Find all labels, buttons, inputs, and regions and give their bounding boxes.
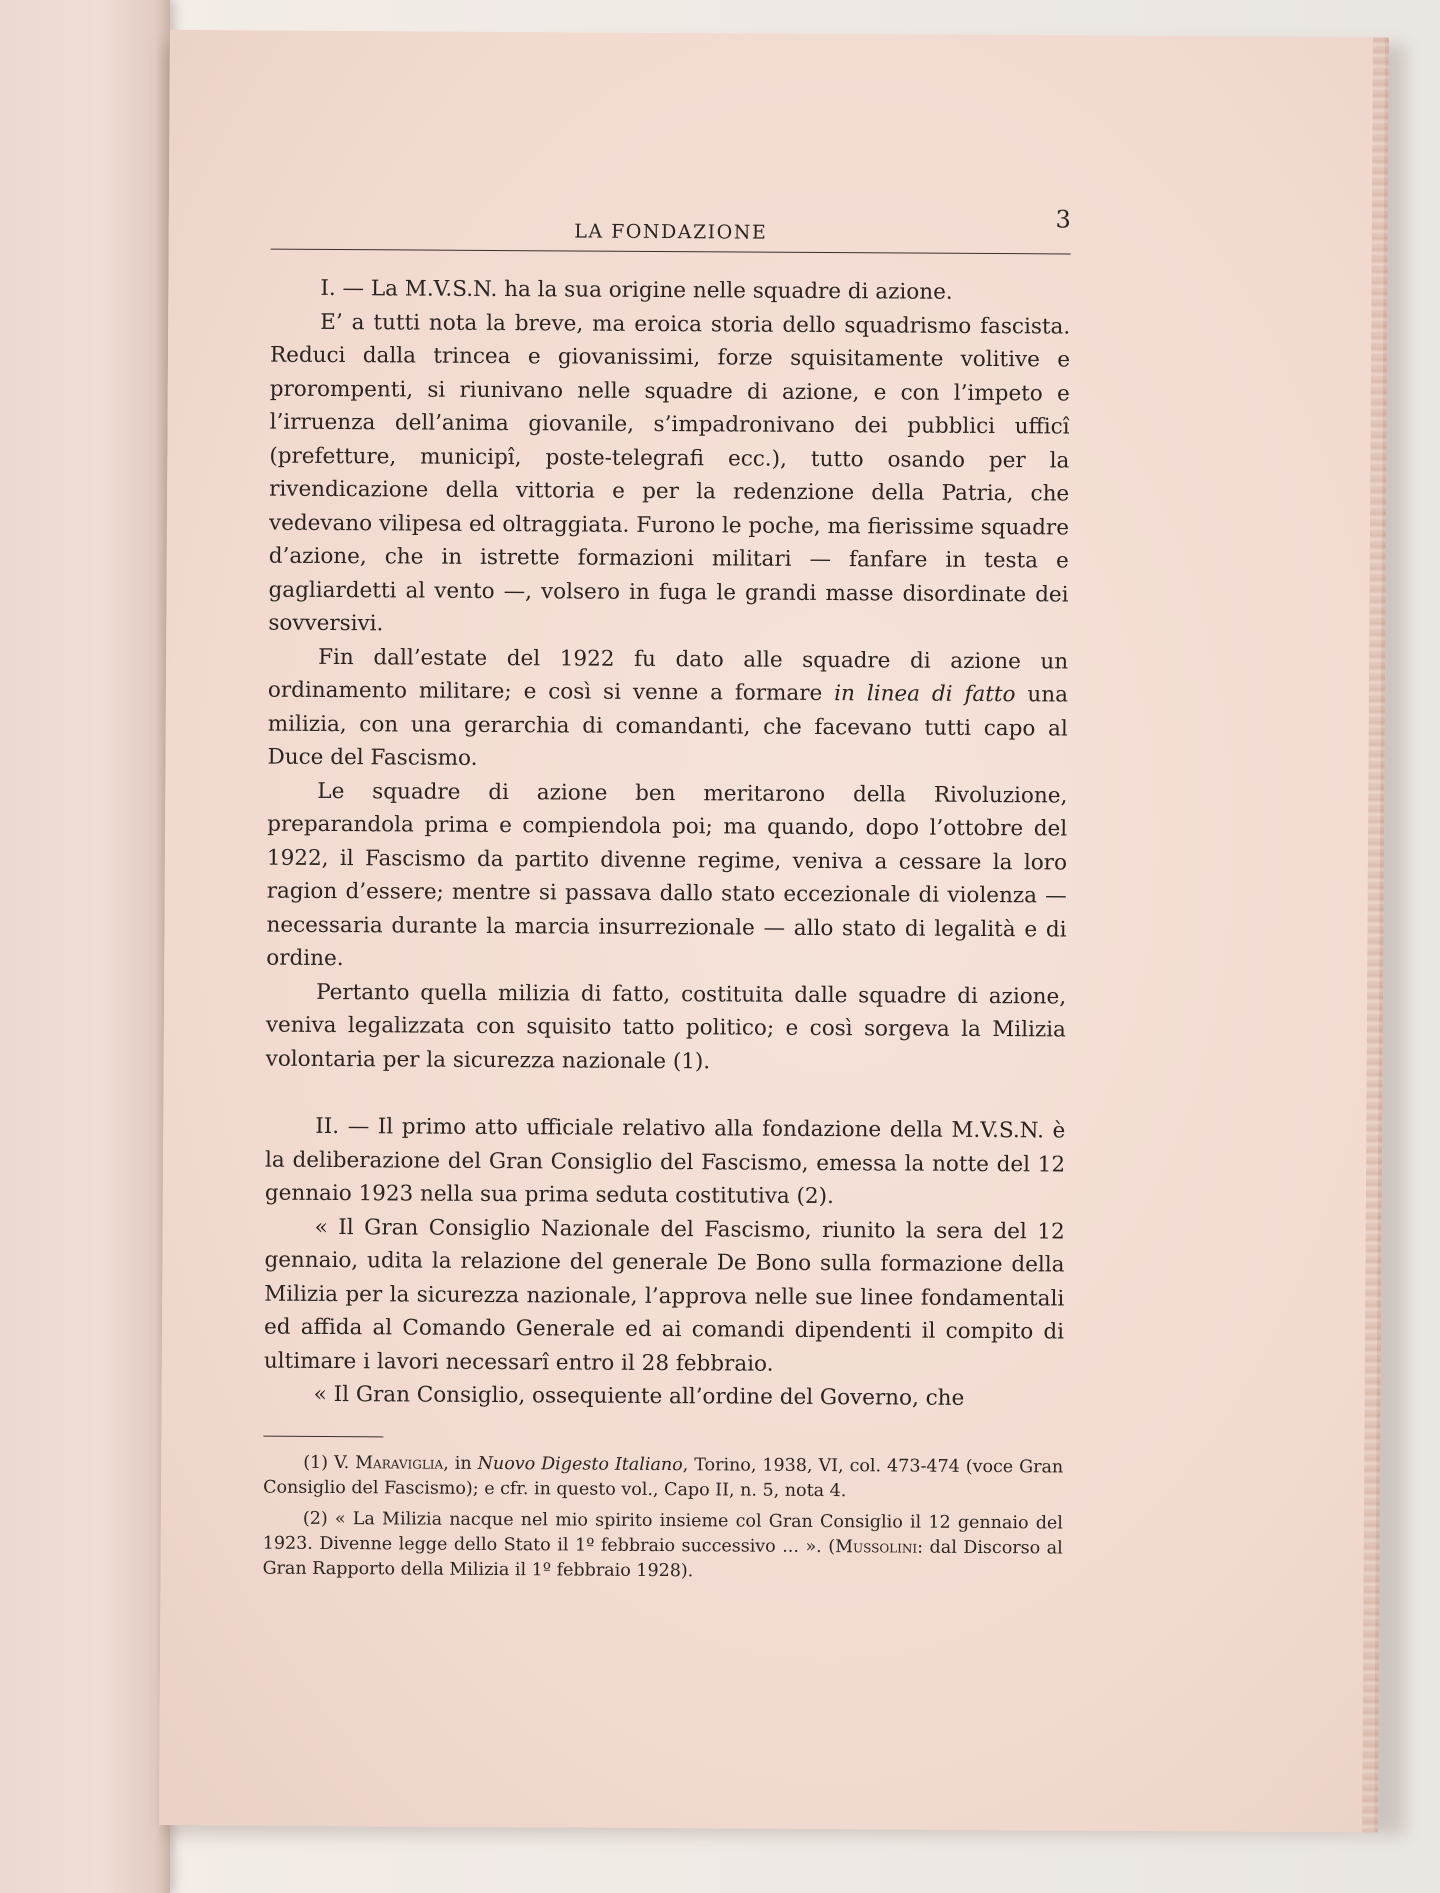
paragraph-ordinamento-end: una milizia, con una gerarchia di comandanti, che facevano tutti capo al Duce del Fascismo. [267,682,1069,771]
footnote-1-title: Nuovo Digesto Italiano [477,1453,683,1475]
footnote-2-rest: : dal Discorso al Gran Rapporto della Milizia il 1º febbraio 1928). [262,1537,1063,1581]
section-ii-heading-paragraph: II. — Il primo atto ufficiale relativo alla fondazione della M.V.S.N. è la deliberazione del Gran Consiglio del Fascismo, emessa la notte del 12 gennaio 1923 nella sua prima seduta costitutiva (2). [264,1113,1066,1210]
footnote-2 [263,1506,1063,1586]
footnote-1 [263,1450,1063,1505]
paragraph-ordinamento-start: Fin dall’estate del 1922 fu dato alle squadre di azione un ordinamento militare; e così si venne a formare [267,644,1069,706]
quote-gran-consiglio-2: « Il Gran Consiglio, ossequiente all’ordine del Governo, che [313,1381,965,1411]
running-title: LA FONDAZIONE [574,220,768,244]
paragraph-squadrismo: E’ a tutti nota la breve, ma eroica storia dello squadrismo fascista. Reduci dalla trincea e giovanissimi, forze squisitamente volitive e prorompenti, si riunivano nelle squadre di azione, e con l’impeto e l’irruenza dell’anima giovanile, s’impadronivano dei pubblici ufficî (prefetture, municipî, poste-telegrafi ecc.), tutto osando per la rivendicazione della vittoria e per la redenzione della Patria, che vedevano vilipesa ed oltraggiata. Furono le poche, ma fierissime squadre d’azione, che in istrette formazioni militari — fanfare in testa e gagliardetti al vento —, volsero in fuga le grandi masse disordinate dei sovversivi. [268,309,1071,637]
book-page [159,30,1389,1832]
paragraph-rivoluzione: Le squadre di azione ben meritarono della Rivoluzione, preparandola prima e compiendola poi; ma quando, dopo l’ottobre del 1922, il Fascismo da partito divenne regime, veniva a cessare la loro ragion d’essere; mentre si passava dallo stato eccezionale di violenza — necessaria durante la marcia insurrezionale — allo stato di legalità e di ordine. [266,778,1068,972]
page-text-block [262,201,1070,1592]
section-i-heading-paragraph: I. — La M.V.S.N. ha la sua origine nelle squadre di azione. [320,275,953,305]
footnote-2-quote: (2) « La Milizia nacque nel mio spirito insieme col Gran Consiglio il 12 gennaio del 1923. Divenne legge dello Stato il 1º febbraio successivo ... ». ( [262,1508,1063,1557]
page-number: 3 [1055,205,1071,234]
quote-gran-consiglio-1: « Il Gran Consiglio Nazionale del Fascismo, riunito la sera del 12 gennaio, udita la relazione del generale De Bono sulla formazione della Milizia per la sicurezza nazionale, l’approva nelle sue linee fondamentali ed affida al Comando Generale ed ai comandi dipendenti il compito di ultimare i lavori necessarî entro il 28 febbraio. [263,1214,1065,1377]
italic-phrase: in linea di fatto [834,681,1016,708]
footnote-1-author: Maraviglia [355,1452,444,1474]
footnote-rule [263,1435,383,1437]
footnote-1-in: , in [443,1453,472,1474]
footnote-1-ref: (1) V. [303,1452,350,1473]
footnote-1-rest: , Torino, 1938, VI, col. 473-474 (voce Gran Consiglio del Fascismo); e cfr. in questo vol., Capo II, n. 5, nota 4. [263,1454,1064,1501]
page-header [271,201,1071,255]
footnote-2-author: Mussolini [835,1536,918,1558]
paragraph-milizia: Pertanto quella milizia di fatto, costituita dalle squadre di azione, veniva legalizzata con squisito tatto politico; e così sorgeva la Milizia volontaria per la sicurezza nazionale (1). [265,979,1067,1074]
paragraph-ordinamento [267,640,1068,779]
left-page-edge [0,0,170,1893]
